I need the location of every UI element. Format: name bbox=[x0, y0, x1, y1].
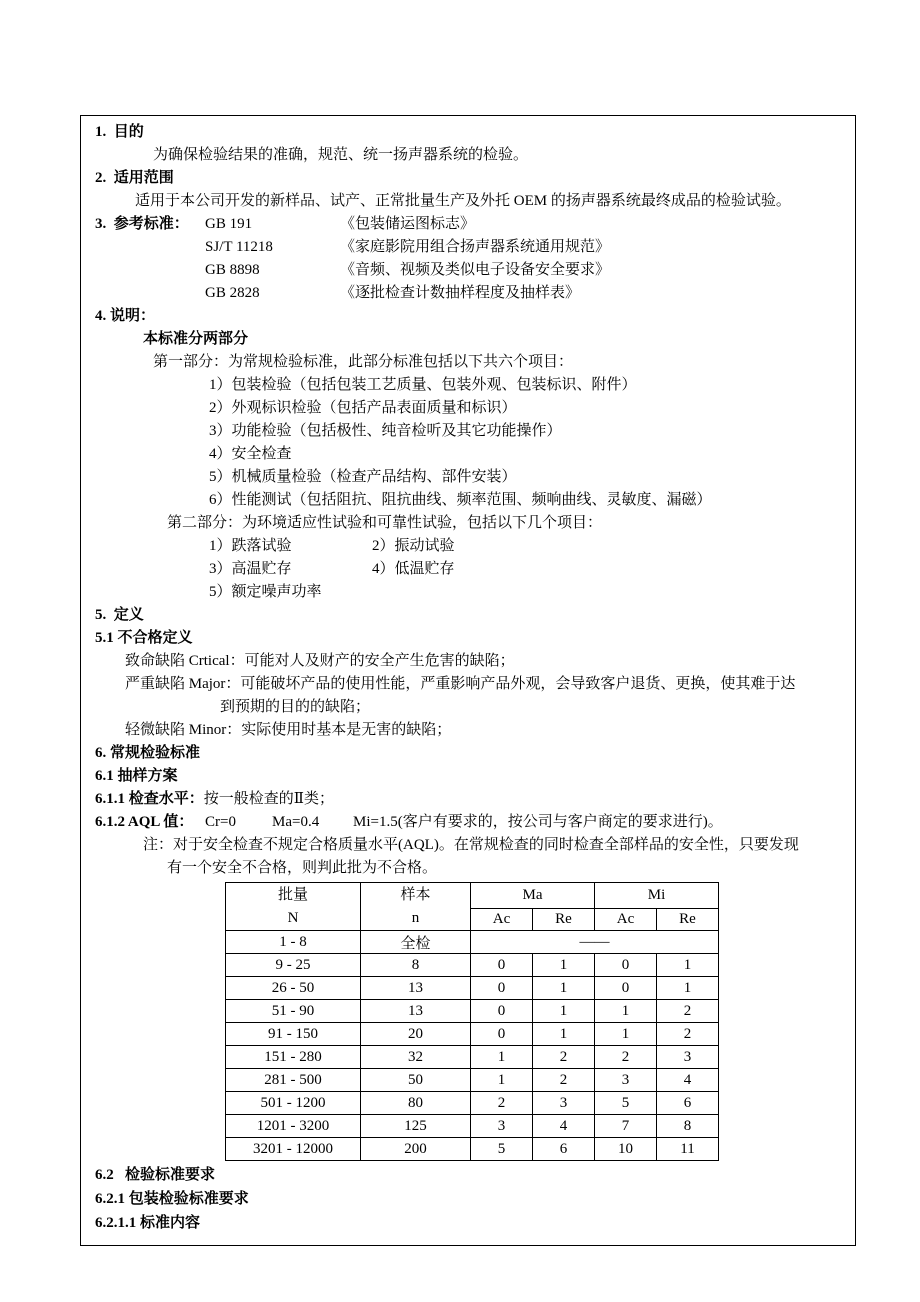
text-segment: 第一部分：为常规检验标准，此部分标准包括以下共六个项目： bbox=[153, 354, 574, 370]
sec-5-title bbox=[87, 604, 849, 627]
table-row bbox=[226, 1000, 719, 1023]
ma-re-cell: 2 bbox=[533, 1046, 595, 1069]
text-segment: 1. 目的 bbox=[95, 124, 144, 140]
mi-re-cell: 3 bbox=[657, 1046, 719, 1069]
table-row bbox=[226, 1115, 719, 1138]
header-text-line: N bbox=[287, 909, 299, 926]
batch-range-cell: 26 - 50 bbox=[226, 977, 361, 1000]
mi-re-cell: 2 bbox=[657, 1000, 719, 1023]
part-1-item bbox=[87, 489, 849, 512]
text-segment: 4）安全检查 bbox=[209, 446, 292, 462]
text-segment: GB 8898 bbox=[205, 262, 260, 278]
mi-ac-cell: 0 bbox=[595, 977, 657, 1000]
text-segment: 2）振动试验 bbox=[372, 538, 455, 554]
sample-size-cell: 8 bbox=[361, 954, 471, 977]
batch-range-cell: 501 - 1200 bbox=[226, 1092, 361, 1115]
text-segment: 5）机械质量检验（检查产品结构、部件安装） bbox=[209, 469, 517, 485]
ma-ac-cell: 1 bbox=[471, 1046, 533, 1069]
ma-re-cell: 6 bbox=[533, 1138, 595, 1161]
mi-re-cell: 8 bbox=[657, 1115, 719, 1138]
part-1-item bbox=[87, 397, 849, 420]
text-segment: 4. 说明： bbox=[95, 308, 156, 324]
text-segment: 6.1.1 检查水平： bbox=[95, 791, 204, 807]
text-segment: Ma=0.4 bbox=[272, 814, 320, 830]
part-2-item bbox=[87, 535, 849, 558]
mi-ac-cell: 7 bbox=[595, 1115, 657, 1138]
text-segment: 2）外观标识检验（包括产品表面质量和标识） bbox=[209, 400, 517, 416]
table-row bbox=[226, 1069, 719, 1092]
ma-re-cell: 1 bbox=[533, 977, 595, 1000]
sec-2-body bbox=[87, 190, 849, 213]
sample-size-cell: 32 bbox=[361, 1046, 471, 1069]
text-segment: 《包装储运图标志》 bbox=[340, 216, 476, 232]
ma-re-cell: 1 bbox=[533, 1023, 595, 1046]
mi-re-cell: 6 bbox=[657, 1092, 719, 1115]
col-header-ma-ac: Ac bbox=[471, 909, 533, 931]
text-segment: GB 2828 bbox=[205, 285, 260, 301]
text-segment: 4）低温贮存 bbox=[372, 561, 455, 577]
ma-ac-cell: 0 bbox=[471, 977, 533, 1000]
text-segment: 3）高温贮存 bbox=[209, 561, 292, 577]
defect-minor bbox=[87, 719, 849, 742]
mi-ac-cell: 3 bbox=[595, 1069, 657, 1092]
text-segment: 第二部分：为环境适应性试验和可靠性试验，包括以下几个项目： bbox=[167, 515, 603, 531]
sec-6-title bbox=[87, 742, 849, 765]
sec-6-1-title bbox=[87, 765, 849, 788]
part-1-item bbox=[87, 443, 849, 466]
part-1-intro bbox=[87, 351, 849, 374]
sec-6-2-title bbox=[87, 1163, 849, 1187]
sec-3-title bbox=[87, 213, 849, 236]
batch-range-cell: 91 - 150 bbox=[226, 1023, 361, 1046]
ma-ac-cell: 0 bbox=[471, 1000, 533, 1023]
sample-size-cell: 20 bbox=[361, 1023, 471, 1046]
mi-ac-cell: 5 bbox=[595, 1092, 657, 1115]
col-header-sample bbox=[361, 883, 471, 931]
header-text-line: n bbox=[411, 909, 420, 926]
sec-4-sub bbox=[87, 328, 849, 351]
text-segment: 《家庭影院用组合扬声器系统通用规范》 bbox=[340, 239, 611, 255]
sec-6-1-1 bbox=[87, 788, 849, 811]
text-segment: 《逐批检查计数抽样程度及抽样表》 bbox=[340, 285, 581, 301]
sampling-table-wrap bbox=[225, 882, 849, 1161]
ref-standard bbox=[87, 236, 849, 259]
defect-major bbox=[87, 673, 849, 696]
text-segment: 6. 常规检验标准 bbox=[95, 745, 201, 761]
table-row bbox=[226, 954, 719, 977]
ma-re-cell: 2 bbox=[533, 1069, 595, 1092]
mi-ac-cell: 1 bbox=[595, 1000, 657, 1023]
sec-2-title bbox=[87, 167, 849, 190]
batch-range-cell: 281 - 500 bbox=[226, 1069, 361, 1092]
aql-note-cont bbox=[87, 857, 849, 880]
text-segment: 6.2.1 包装检验标准要求 bbox=[95, 1191, 249, 1207]
ma-re-cell: 1 bbox=[533, 954, 595, 977]
text-segment: 轻微缺陷 Minor：实际使用时基本是无害的缺陷； bbox=[125, 722, 452, 738]
sec-1-title bbox=[87, 121, 849, 144]
col-header-batch bbox=[226, 883, 361, 931]
document-body bbox=[87, 121, 849, 880]
merged-dash-cell: —— bbox=[471, 931, 719, 954]
sec-1-body bbox=[87, 144, 849, 167]
mi-re-cell: 4 bbox=[657, 1069, 719, 1092]
text-segment: 到预期的目的的缺陷； bbox=[220, 699, 371, 715]
mi-re-cell: 2 bbox=[657, 1023, 719, 1046]
text-segment: 5）额定噪声功率 bbox=[209, 584, 322, 600]
text-segment: 严重缺陷 Major：可能破坏产品的使用性能，严重影响产品外观，会导致客户退货、更换，使其难于达 bbox=[125, 676, 796, 692]
text-segment: 为确保检验结果的准确，规范、统一扬声器系统的检验。 bbox=[153, 147, 529, 163]
mi-ac-cell: 1 bbox=[595, 1023, 657, 1046]
mi-re-cell: 11 bbox=[657, 1138, 719, 1161]
text-segment: Cr=0 bbox=[205, 814, 236, 830]
ref-standard bbox=[87, 259, 849, 282]
text-segment: 注：对于安全检查不规定合格质量水平(AQL)。在常规检查的同时检查全部样品的安全性，只要发现 bbox=[143, 837, 799, 853]
text-segment: 5.1 不合格定义 bbox=[95, 630, 193, 646]
mi-ac-cell: 2 bbox=[595, 1046, 657, 1069]
batch-range-cell: 9 - 25 bbox=[226, 954, 361, 977]
text-segment: SJ/T 11218 bbox=[205, 239, 273, 255]
text-segment: 适用于本公司开发的新样品、试产、正常批量生产及外托 OEM 的扬声器系统最终成品的检验试验。 bbox=[135, 193, 791, 209]
sec-4-title bbox=[87, 305, 849, 328]
table-header-row-1 bbox=[226, 883, 719, 909]
ma-ac-cell: 5 bbox=[471, 1138, 533, 1161]
text-segment: 6.2.1.1 标准内容 bbox=[95, 1215, 201, 1231]
ma-re-cell: 3 bbox=[533, 1092, 595, 1115]
text-segment: 本标准分两部分 bbox=[143, 331, 249, 347]
table-row bbox=[226, 977, 719, 1000]
text-segment: 3）功能检验（包括极性、纯音检听及其它功能操作） bbox=[209, 423, 562, 439]
col-header-ma: Ma bbox=[471, 883, 595, 909]
header-text-line: 批量 bbox=[277, 886, 308, 903]
ma-ac-cell: 1 bbox=[471, 1069, 533, 1092]
part-2-item bbox=[87, 558, 849, 581]
ma-ac-cell: 0 bbox=[471, 954, 533, 977]
batch-range-cell: 1 - 8 bbox=[226, 931, 361, 954]
mi-ac-cell: 0 bbox=[595, 954, 657, 977]
sec-6-2-1-title bbox=[87, 1187, 849, 1211]
part-1-item bbox=[87, 420, 849, 443]
sample-size-cell: 50 bbox=[361, 1069, 471, 1092]
text-segment: 1）跌落试验 bbox=[209, 538, 292, 554]
text-segment: 有一个安全不合格，则判此批为不合格。 bbox=[167, 860, 438, 876]
part-1-item bbox=[87, 466, 849, 489]
ma-re-cell: 1 bbox=[533, 1000, 595, 1023]
col-header-mi-ac: Ac bbox=[595, 909, 657, 931]
sec-6-1-2 bbox=[87, 811, 849, 834]
col-header-mi-re: Re bbox=[657, 909, 719, 931]
table-row bbox=[226, 1138, 719, 1161]
batch-range-cell: 151 - 280 bbox=[226, 1046, 361, 1069]
defect-critical bbox=[87, 650, 849, 673]
sec-5-1-title bbox=[87, 627, 849, 650]
ref-standard bbox=[87, 282, 849, 305]
document-footer bbox=[87, 1163, 849, 1235]
sample-size-cell: 125 bbox=[361, 1115, 471, 1138]
text-segment: 6.1.2 AQL 值： bbox=[95, 814, 194, 830]
text-segment: 5. 定义 bbox=[95, 607, 144, 623]
table-row bbox=[226, 931, 719, 954]
header-text-line: 样本 bbox=[400, 886, 431, 903]
text-segment: 致命缺陷 Crtical：可能对人及财产的安全产生危害的缺陷； bbox=[125, 653, 515, 669]
ma-re-cell: 4 bbox=[533, 1115, 595, 1138]
part-2-item bbox=[87, 581, 849, 604]
col-header-ma-re: Re bbox=[533, 909, 595, 931]
text-segment: 6.2 检验标准要求 bbox=[95, 1167, 216, 1183]
batch-range-cell: 1201 - 3200 bbox=[226, 1115, 361, 1138]
ma-ac-cell: 3 bbox=[471, 1115, 533, 1138]
text-segment: 3. 参考标准： bbox=[95, 216, 189, 232]
defect-major-cont bbox=[87, 696, 849, 719]
table-row bbox=[226, 1046, 719, 1069]
mi-re-cell: 1 bbox=[657, 954, 719, 977]
sec-6-2-1-1-title bbox=[87, 1211, 849, 1235]
table-row bbox=[226, 1023, 719, 1046]
text-segment: 1）包装检验（包括包装工艺质量、包装外观、包装标识、附件） bbox=[209, 377, 637, 393]
table-row bbox=[226, 1092, 719, 1115]
part-1-item bbox=[87, 374, 849, 397]
sample-size-cell: 80 bbox=[361, 1092, 471, 1115]
sample-size-cell: 13 bbox=[361, 977, 471, 1000]
text-segment: 6.1 抽样方案 bbox=[95, 768, 178, 784]
sample-size-cell: 全检 bbox=[361, 931, 471, 954]
mi-ac-cell: 10 bbox=[595, 1138, 657, 1161]
ma-ac-cell: 2 bbox=[471, 1092, 533, 1115]
text-segment: GB 191 bbox=[205, 216, 253, 232]
text-segment: 按一般检查的Ⅱ类； bbox=[203, 791, 334, 807]
aql-note bbox=[87, 834, 849, 857]
part-2-intro bbox=[87, 512, 849, 535]
text-segment: 《音频、视频及类似电子设备安全要求》 bbox=[340, 262, 611, 278]
batch-range-cell: 3201 - 12000 bbox=[226, 1138, 361, 1161]
batch-range-cell: 51 - 90 bbox=[226, 1000, 361, 1023]
mi-re-cell: 1 bbox=[657, 977, 719, 1000]
sample-size-cell: 13 bbox=[361, 1000, 471, 1023]
sampling-plan-table bbox=[225, 882, 719, 1161]
text-segment: 2. 适用范围 bbox=[95, 170, 174, 186]
col-header-mi: Mi bbox=[595, 883, 719, 909]
sample-size-cell: 200 bbox=[361, 1138, 471, 1161]
document-page-frame bbox=[80, 115, 856, 1246]
ma-ac-cell: 0 bbox=[471, 1023, 533, 1046]
text-segment: 6）性能测试（包括阻抗、阻抗曲线、频率范围、频响曲线、灵敏度、漏磁） bbox=[209, 492, 712, 508]
text-segment: Mi=1.5(客户有要求的，按公司与客户商定的要求进行)。 bbox=[353, 814, 723, 830]
